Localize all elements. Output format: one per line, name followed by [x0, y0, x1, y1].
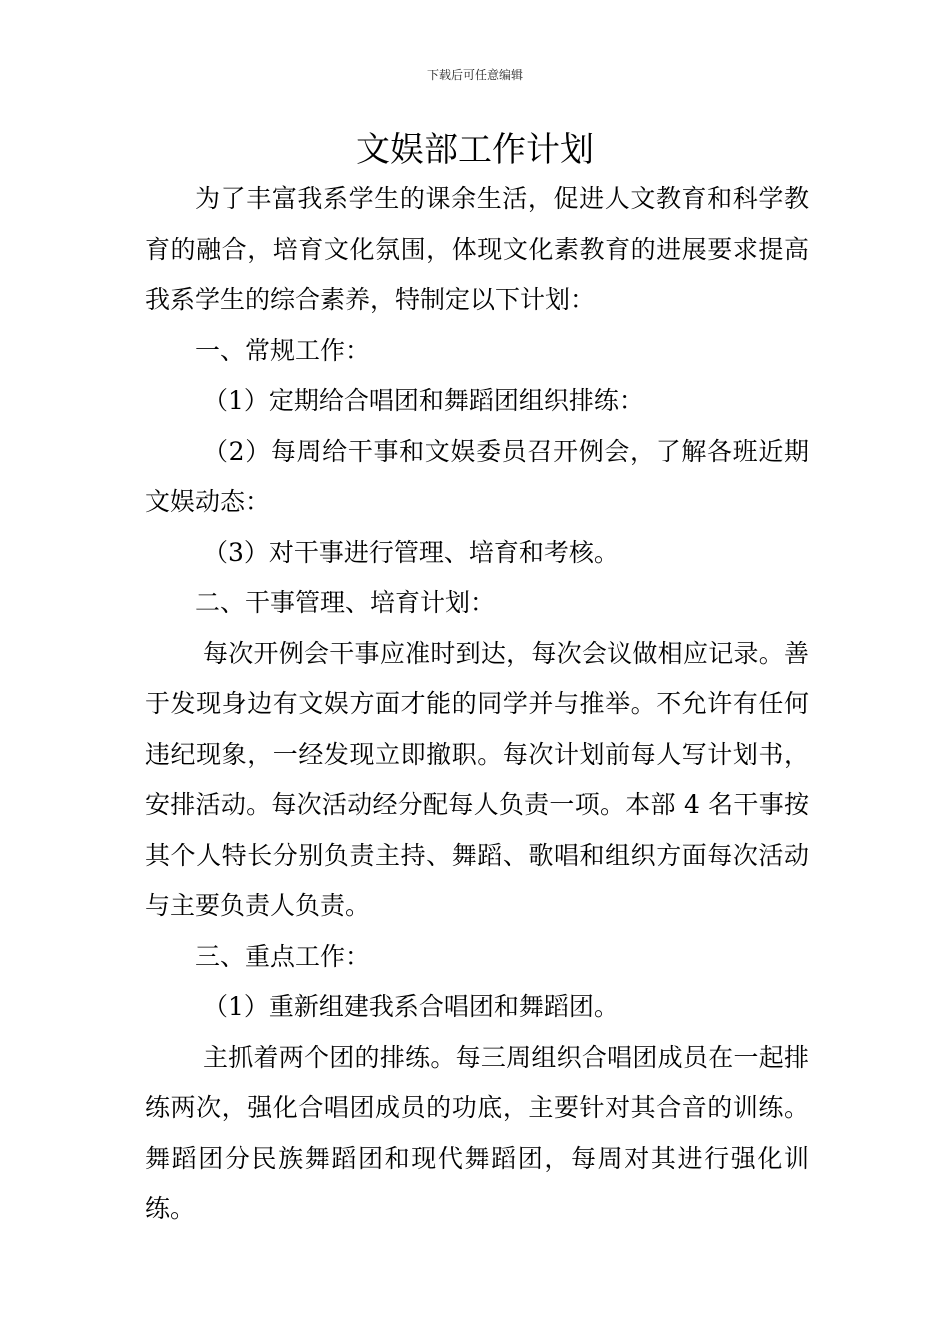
- intro-paragraph: 为了丰富我系学生的课余生活，促进人文教育和科学教育的融合，培育文化氛围，体现文化素教育的进展要求提高我系学生的综合素养，特制定以下计划：: [145, 184, 809, 314]
- document-title: 文娱部工作计划: [356, 130, 594, 170]
- list-item: （3）对干事进行管理、培育和考核。: [203, 537, 619, 567]
- list-item: （1）定期给合唱团和舞蹈团组织排练：: [203, 386, 644, 415]
- list-item: （1）重新组建我系合唱团和舞蹈团。: [203, 992, 619, 1021]
- rehearsal-paragraph: 主抓着两个团的排练。每三周组织合唱团成员在一起排练两次，强化合唱团成员的功底，主要针对其合音的训练。舞蹈团分民族舞蹈团和现代舞蹈团，每周对其进行强化训练。: [145, 1042, 809, 1223]
- list-item: （2）每周给干事和文娱委员召开例会，了解各班近期文娱动态：: [145, 436, 809, 516]
- section-heading-management: 二、干事管理、培育计划：: [195, 588, 496, 617]
- page-header: 下载后可任意编辑: [426, 68, 523, 82]
- document-body: [145, 174, 809, 1235]
- section-heading-routine: 一、常规工作：: [195, 335, 371, 365]
- management-paragraph: 每次开例会干事应准时到达，每次会议做相应记录。善于发现身边有文娱方面才能的同学并与推举。不允许有任何违纪现象，一经发现立即撤职。每次计划前每人写计划书，安排活动。每次活动经分配每人负责一项。本部 4 名干事按其个人特长分别负责主持、舞蹈、歌唱和组织方面每次活动与主要负责人负责。: [145, 638, 809, 920]
- section-heading-key-work: 三、重点工作：: [195, 941, 371, 971]
